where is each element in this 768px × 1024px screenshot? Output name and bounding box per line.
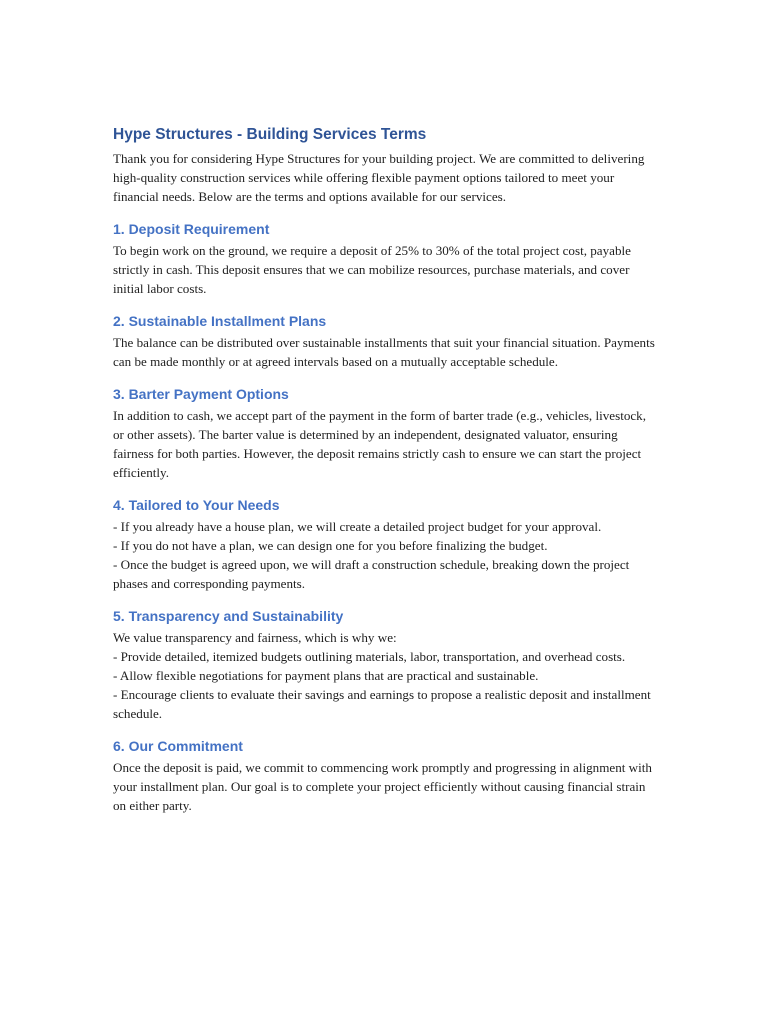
section-heading-installments: 2. Sustainable Installment Plans <box>113 313 327 329</box>
text-line: The balance can be distributed over sustainable installments that suit your financial situation. Payments can be made monthly or at agreed intervals based on a mutually acceptable schedule. <box>113 335 655 369</box>
bullet-line: - If you do not have a plan, we can design one for you before finalizing the budget. <box>113 538 548 553</box>
section-heading-deposit: 1. Deposit Requirement <box>113 221 270 237</box>
section-heading-commitment: 6. Our Commitment <box>113 738 243 754</box>
document-title: Hype Structures - Building Services Terms <box>113 126 427 143</box>
section-heading-transparency: 5. Transparency and Sustainability <box>113 608 344 624</box>
section-body-transparency <box>113 628 658 723</box>
text-line: Once the deposit is paid, we commit to commencing work promptly and progressing in alignment with your installment plan. Our goal is to complete your project efficiently without causing financial strain on either party. <box>113 760 652 813</box>
section-body-deposit <box>113 241 658 298</box>
section-body-installments <box>113 333 658 371</box>
text-line: To begin work on the ground, we require a deposit of 25% to 30% of the total project cost, payable strictly in cash. This deposit ensures that we can mobilize resources, purchase materials, and cover initial labor costs. <box>113 243 631 296</box>
section-body-tailored <box>113 517 658 593</box>
text-line: We value transparency and fairness, which is why we: <box>113 630 397 645</box>
bullet-line: - Once the budget is agreed upon, we will draft a construction schedule, breaking down the project phases and corresponding payments. <box>113 557 630 591</box>
section-body-commitment <box>113 758 658 815</box>
document-page <box>113 125 658 815</box>
bullet-line: - Allow flexible negotiations for payment plans that are practical and sustainable. <box>113 668 539 683</box>
text-line: In addition to cash, we accept part of the payment in the form of barter trade (e.g., vehicles, livestock, or other assets). The barter value is determined by an independent, designated valuator, ensuring fairness for both parties. However, the deposit remains strictly cash to ensure we can start the project efficiently. <box>113 408 647 480</box>
section-heading-tailored: 4. Tailored to Your Needs <box>113 497 280 513</box>
bullet-line: - If you already have a house plan, we will create a detailed project budget for your approval. <box>113 519 602 534</box>
intro-paragraph: Thank you for considering Hype Structures for your building project. We are committed to delivering high-quality construction services while offering flexible payment options tailored to meet your financial needs. Below are the terms and options available for our services. <box>113 151 645 204</box>
section-body-barter <box>113 406 658 482</box>
section-heading-barter: 3. Barter Payment Options <box>113 386 289 402</box>
bullet-line: - Encourage clients to evaluate their savings and earnings to propose a realistic deposit and installment schedule. <box>113 687 651 721</box>
bullet-line: - Provide detailed, itemized budgets outlining materials, labor, transportation, and overhead costs. <box>113 649 626 664</box>
